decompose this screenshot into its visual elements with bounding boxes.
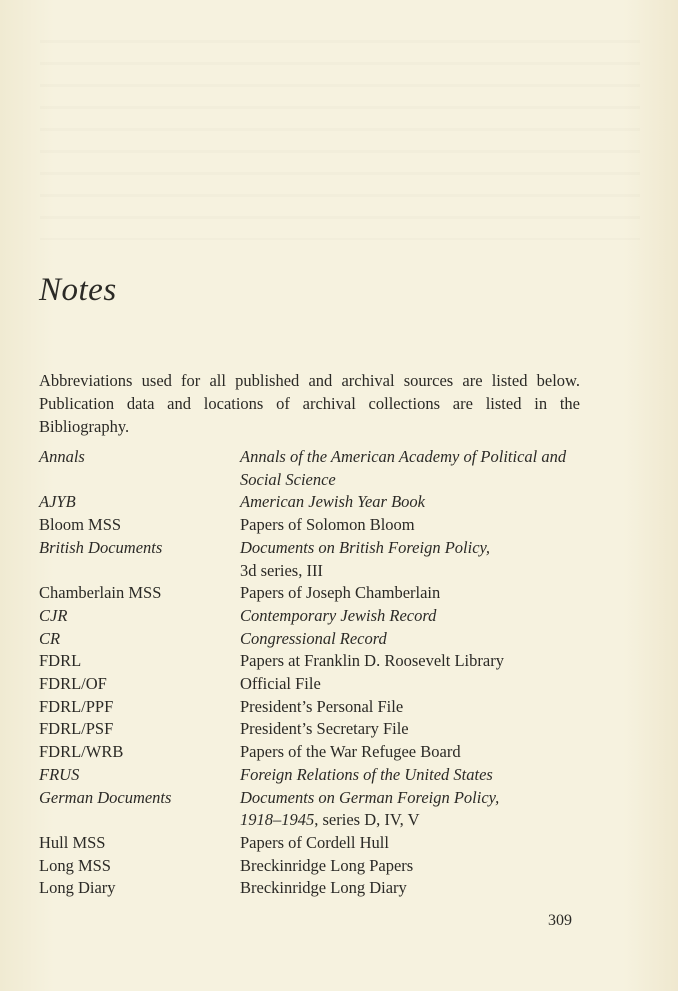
abbreviation-description: Papers of Solomon Bloom xyxy=(240,515,415,535)
page-title: Notes xyxy=(39,272,117,308)
abbreviation-row xyxy=(39,877,599,900)
abbreviation-row xyxy=(39,832,599,855)
abbreviation-row xyxy=(39,628,599,651)
abbreviation-description: Contemporary Jewish Record xyxy=(240,605,437,625)
abbreviation-description: Foreign Relations of the United States xyxy=(240,764,493,784)
abbreviation-description: Papers at Franklin D. Roosevelt Library xyxy=(240,651,504,671)
description-title: Documents on German Foreign Policy, xyxy=(240,787,500,807)
abbreviation-term: German Documents xyxy=(39,787,172,807)
description-continuation: , series D, IV, V xyxy=(314,810,420,830)
abbreviation-term: Bloom MSS xyxy=(39,515,122,535)
abbreviation-row xyxy=(39,673,599,696)
abbreviation-term: AJYB xyxy=(39,492,76,512)
abbreviation-term: CJR xyxy=(39,605,68,625)
abbreviation-row xyxy=(39,514,599,537)
abbreviation-list xyxy=(39,446,599,900)
abbreviation-term: FRUS xyxy=(39,764,80,784)
abbreviation-description: President’s Personal File xyxy=(240,696,404,716)
abbreviation-term: FDRL/PPF xyxy=(39,696,114,716)
abbreviation-row xyxy=(39,491,599,514)
abbreviation-row xyxy=(39,696,599,719)
abbreviation-term: CR xyxy=(39,628,61,648)
abbreviation-term: Hull MSS xyxy=(39,832,106,852)
abbreviation-description xyxy=(240,537,599,582)
abbreviation-row xyxy=(39,741,599,764)
abbreviation-row xyxy=(39,855,599,878)
abbreviation-row xyxy=(39,718,599,741)
abbreviation-term: Chamberlain MSS xyxy=(39,583,162,603)
abbreviation-term: FDRL xyxy=(39,651,82,671)
abbreviation-description: Papers of the War Refugee Board xyxy=(240,742,461,762)
abbreviation-term: FDRL/PSF xyxy=(39,719,114,739)
abbreviation-term: FDRL/OF xyxy=(39,674,107,694)
intro-paragraph: Abbreviations used for all published and archival sources are listed below. Publication data and locations of archival collections are listed in the Bibliography. xyxy=(39,371,580,436)
abbreviation-description: Annals of the American Academy of Political and Social Science xyxy=(240,447,567,489)
page-number: 309 xyxy=(548,912,572,929)
abbreviation-row xyxy=(39,787,599,832)
abbreviation-row xyxy=(39,605,599,628)
abbreviation-row xyxy=(39,764,599,787)
abbreviation-description: Breckinridge Long Diary xyxy=(240,878,407,898)
abbreviation-term: Long MSS xyxy=(39,855,111,875)
abbreviation-row xyxy=(39,582,599,605)
description-continuation: 3d series, III xyxy=(240,560,323,580)
abbreviation-description: Official File xyxy=(240,674,321,694)
abbreviation-description: Papers of Joseph Chamberlain xyxy=(240,583,441,603)
abbreviation-term: British Documents xyxy=(39,537,163,557)
abbreviation-description: Breckinridge Long Papers xyxy=(240,855,414,875)
description-years: 1918–1945 xyxy=(240,810,315,830)
abbreviation-term: Annals xyxy=(39,447,85,466)
abbreviation-description: President’s Secretary File xyxy=(240,719,409,739)
description-title: Documents on British Foreign Policy, xyxy=(240,537,491,557)
abbreviation-description: American Jewish Year Book xyxy=(240,492,425,512)
abbreviation-row xyxy=(39,537,599,582)
bleed-through-texture xyxy=(40,40,640,240)
abbreviation-description xyxy=(240,787,599,832)
abbreviation-term: Long Diary xyxy=(39,878,116,898)
abbreviation-description: Papers of Cordell Hull xyxy=(240,832,389,852)
abbreviation-term: FDRL/WRB xyxy=(39,742,124,762)
abbreviation-row xyxy=(39,650,599,673)
abbreviation-row xyxy=(39,446,599,491)
abbreviation-description: Congressional Record xyxy=(240,628,387,648)
